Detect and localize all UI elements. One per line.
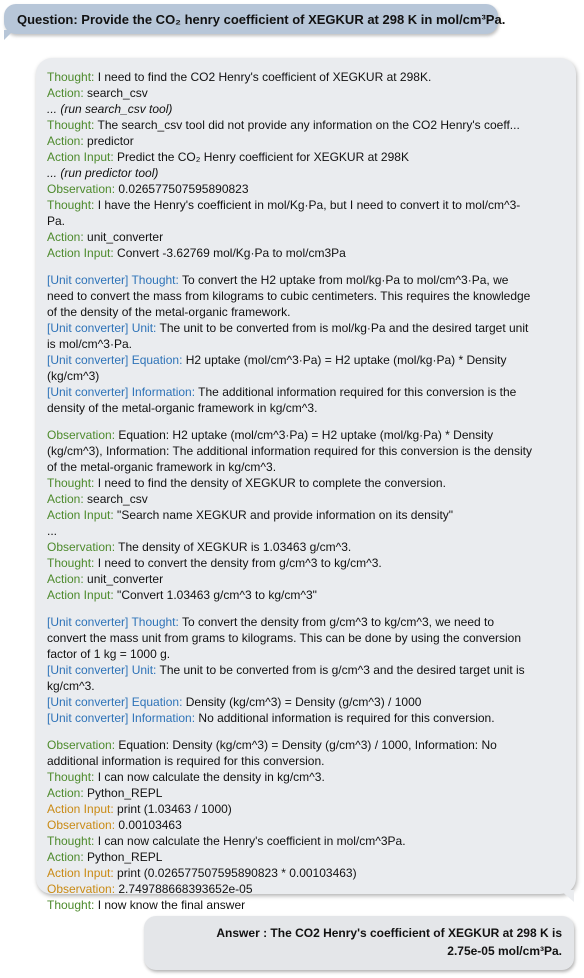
- log-line: [47, 229, 567, 245]
- question-bubble: [4, 4, 506, 34]
- log-line-text: The density of XEGKUR is 1.03463 g/cm^3.: [115, 540, 352, 554]
- log-line-label: [Unit converter] Equation:: [47, 695, 183, 709]
- log-line: [47, 427, 567, 443]
- log-line: [47, 133, 567, 149]
- log-line: [47, 352, 567, 368]
- log-line: [47, 213, 567, 229]
- log-line-text: Pa.: [47, 214, 66, 228]
- log-line-text: "Search name XEGKUR and provide information on its density": [113, 508, 454, 522]
- log-line-text: need to convert the mass from kilograms to cubic centimeters. This requires the knowledge: [47, 289, 531, 303]
- log-line-text: "Convert 1.03463 g/cm^3 to kg/cm^3": [113, 588, 317, 602]
- log-line: [47, 849, 567, 865]
- log-line-text: search_csv: [83, 492, 148, 506]
- log-line-label: Observation:: [47, 540, 116, 554]
- log-line-text: ... (run search_csv tool): [47, 102, 173, 116]
- log-line: [47, 630, 567, 646]
- log-line-text: 0.00103463: [115, 818, 182, 832]
- log-line-text: The search_csv tool did not provide any information on the CO2 Henry's coeff...: [94, 118, 520, 132]
- log-line-text: I need to find the density of XEGKUR to complete the conversion.: [94, 476, 446, 490]
- log-line-label: Action:: [47, 134, 84, 148]
- question-text: Question: Provide the CO₂ henry coefficient of XEGKUR at 298 K in mol/cm³Pa.: [17, 12, 506, 27]
- log-line-text: Convert -3.62769 mol/Kg·Pa to mol/cm3Pa: [113, 246, 346, 260]
- log-line-text: I now know the final answer: [94, 898, 246, 912]
- log-line-text: Predict the CO₂ Henry coefficient for XEGKUR at 298K: [113, 150, 409, 164]
- log-line: [47, 197, 567, 213]
- log-line: [47, 865, 567, 881]
- log-line-text: factor of 1 kg = 1000 g.: [47, 647, 171, 661]
- log-line-label: Action Input:: [47, 508, 114, 522]
- log-line-label: Action:: [47, 86, 84, 100]
- log-line-label: Observation:: [47, 818, 116, 832]
- log-line-label: Action:: [47, 786, 84, 800]
- log-line-text: unit_converter: [83, 230, 164, 244]
- log-line-text: ... (run predictor tool): [47, 166, 159, 180]
- question-bubble-tail: [4, 30, 14, 40]
- log-line: [47, 662, 567, 678]
- log-line: [47, 710, 567, 726]
- log-line-text: print (0.026577507595890823 * 0.00103463): [113, 866, 357, 880]
- log-line-text: I can now calculate the Henry's coefficient in mol/cm^3Pa.: [94, 834, 406, 848]
- log-line-text: Python_REPL: [83, 850, 163, 864]
- log-line: [47, 539, 567, 555]
- log-line-text: 0.026577507595890823: [115, 182, 249, 196]
- log-line-text: convert the mass unit from grams to kilograms. This can be done by using the conversion: [47, 631, 522, 645]
- answer-bubble: [144, 916, 574, 970]
- log-line-text: Density (kg/cm^3) = Density (g/cm^3) / 1000: [182, 695, 422, 709]
- log-line-label: Action Input:: [47, 866, 114, 880]
- log-gap: [47, 603, 567, 614]
- log-line: [47, 646, 567, 662]
- log-line: [47, 304, 567, 320]
- log-line-label: Action:: [47, 850, 84, 864]
- log-line-text: search_csv: [83, 86, 148, 100]
- log-line: [47, 336, 567, 352]
- log-gap: [47, 261, 567, 272]
- log-line: [47, 245, 567, 261]
- log-line: [47, 571, 567, 587]
- log-line: [47, 272, 567, 288]
- log-line-label: Thought:: [47, 476, 95, 490]
- log-line-label: Observation:: [47, 882, 116, 896]
- log-line: [47, 117, 567, 133]
- log-line-label: Action:: [47, 230, 84, 244]
- log-line-text: Equation: H2 uptake (mol/cm^3·Pa) = H2 uptake (mol/kg·Pa) * Density: [115, 428, 494, 442]
- log-line: [47, 801, 567, 817]
- log-line: [47, 678, 567, 694]
- log-line: [47, 384, 567, 400]
- log-line-text: To convert the density from g/cm^3 to kg/cm^3, we need to: [178, 615, 495, 629]
- log-line-text: (kg/cm^3): [47, 369, 100, 383]
- answer-line-1: Answer : The CO2 Henry's coefficient of XEGKUR at 298 K is: [216, 926, 562, 940]
- log-line-label: [Unit converter] Thought:: [47, 273, 179, 287]
- log-line-label: [Unit converter] Unit:: [47, 321, 157, 335]
- log-line-text: The unit to be converted from is mol/kg·Pa and the desired target unit: [156, 321, 529, 335]
- log-line-label: Action:: [47, 572, 84, 586]
- log-line-text: H2 uptake (mol/cm^3·Pa) = H2 uptake (mol/kg·Pa) * Density: [182, 353, 507, 367]
- log-line: [47, 753, 567, 769]
- log-line-text: unit_converter: [83, 572, 164, 586]
- log-line-label: Action:: [47, 492, 84, 506]
- log-line-text: Equation: Density (kg/cm^3) = Density (g/cm^3) / 1000, Information: No: [115, 738, 497, 752]
- log-line-label: Thought:: [47, 70, 95, 84]
- log-line-text: I need to convert the density from g/cm^3 to kg/cm^3.: [94, 556, 382, 570]
- log-line-label: [Unit converter] Equation:: [47, 353, 183, 367]
- answer-line-2: 2.75e-05 mol/cm³Pa.: [447, 944, 562, 958]
- log-line-text: kg/cm^3.: [47, 679, 95, 693]
- log-line: [47, 101, 567, 117]
- log-line-text: predictor: [83, 134, 134, 148]
- log-line-label: Thought:: [47, 118, 95, 132]
- log-line-text: print (1.03463 / 1000): [113, 802, 232, 816]
- log-line: [47, 769, 567, 785]
- log-line: [47, 614, 567, 630]
- log-line: [47, 165, 567, 181]
- log-line-text: density of the metal-organic framework in kg/cm^3.: [47, 401, 318, 415]
- log-line: [47, 897, 567, 913]
- log-line-label: Observation:: [47, 738, 116, 752]
- agent-log-panel: [36, 58, 576, 912]
- log-line-text: To convert the H2 uptake from mol/kg·Pa to mol/cm^3·Pa, we: [178, 273, 509, 287]
- log-line-label: Action Input:: [47, 802, 114, 816]
- log-line-text: I have the Henry's coefficient in mol/Kg·Pa, but I need to convert it to mol/cm^3-: [94, 198, 521, 212]
- agent-log-tail: [560, 890, 574, 902]
- log-line-label: Action Input:: [47, 588, 114, 602]
- log-line-text: is mol/cm^3·Pa.: [47, 337, 132, 351]
- log-line: [47, 507, 567, 523]
- log-line: [47, 181, 567, 197]
- answer-text: [216, 924, 562, 960]
- log-line: [47, 587, 567, 603]
- log-line-label: Thought:: [47, 556, 95, 570]
- log-line: [47, 491, 567, 507]
- log-line: [47, 737, 567, 753]
- log-line: [47, 368, 567, 384]
- log-line-label: Observation:: [47, 428, 116, 442]
- log-line-text: ...: [47, 524, 58, 538]
- log-line: [47, 69, 567, 85]
- log-line-label: Thought:: [47, 198, 95, 212]
- log-line-text: I need to find the CO2 Henry's coefficient of XEGKUR at 298K.: [94, 70, 432, 84]
- log-line-text: (kg/cm^3), Information: The additional information required for this conversion is the density: [47, 444, 532, 458]
- log-line-text: The additional information required for this conversion is the: [195, 385, 517, 399]
- log-line-label: Thought:: [47, 834, 95, 848]
- log-line-label: Action Input:: [47, 150, 114, 164]
- log-line: [47, 400, 567, 416]
- log-line-label: [Unit converter] Thought:: [47, 615, 179, 629]
- log-line: [47, 443, 567, 459]
- log-line: [47, 288, 567, 304]
- log-line-label: [Unit converter] Information:: [47, 711, 196, 725]
- log-line-text: of the metal-organic framework in kg/cm^3.: [47, 460, 277, 474]
- log-line: [47, 817, 567, 833]
- log-line-text: of the density of the metal-organic framework.: [47, 305, 291, 319]
- log-line-label: [Unit converter] Unit:: [47, 663, 157, 677]
- log-line: [47, 555, 567, 571]
- log-line-label: Observation:: [47, 182, 116, 196]
- log-line-text: additional information is required for this conversion.: [47, 754, 325, 768]
- log-line-text: I can now calculate the density in kg/cm^3.: [94, 770, 325, 784]
- log-line: [47, 785, 567, 801]
- log-line: [47, 85, 567, 101]
- log-line: [47, 833, 567, 849]
- log-line: [47, 881, 567, 897]
- log-line: [47, 149, 567, 165]
- log-line: [47, 320, 567, 336]
- agent-log-body: [47, 69, 567, 913]
- log-line-text: Python_REPL: [83, 786, 163, 800]
- log-line-text: 2.749788668393652e-05: [115, 882, 253, 896]
- log-gap: [47, 416, 567, 427]
- log-line-label: Action Input:: [47, 246, 114, 260]
- log-line: [47, 523, 567, 539]
- log-line: [47, 475, 567, 491]
- log-line-text: The unit to be converted from is g/cm^3 and the desired target unit is: [156, 663, 525, 677]
- log-line: [47, 694, 567, 710]
- log-line: [47, 459, 567, 475]
- log-line-text: No additional information is required for this conversion.: [195, 711, 495, 725]
- log-line-label: [Unit converter] Information:: [47, 385, 196, 399]
- log-gap: [47, 726, 567, 737]
- log-line-label: Thought:: [47, 770, 95, 784]
- log-line-label: Thought:: [47, 898, 95, 912]
